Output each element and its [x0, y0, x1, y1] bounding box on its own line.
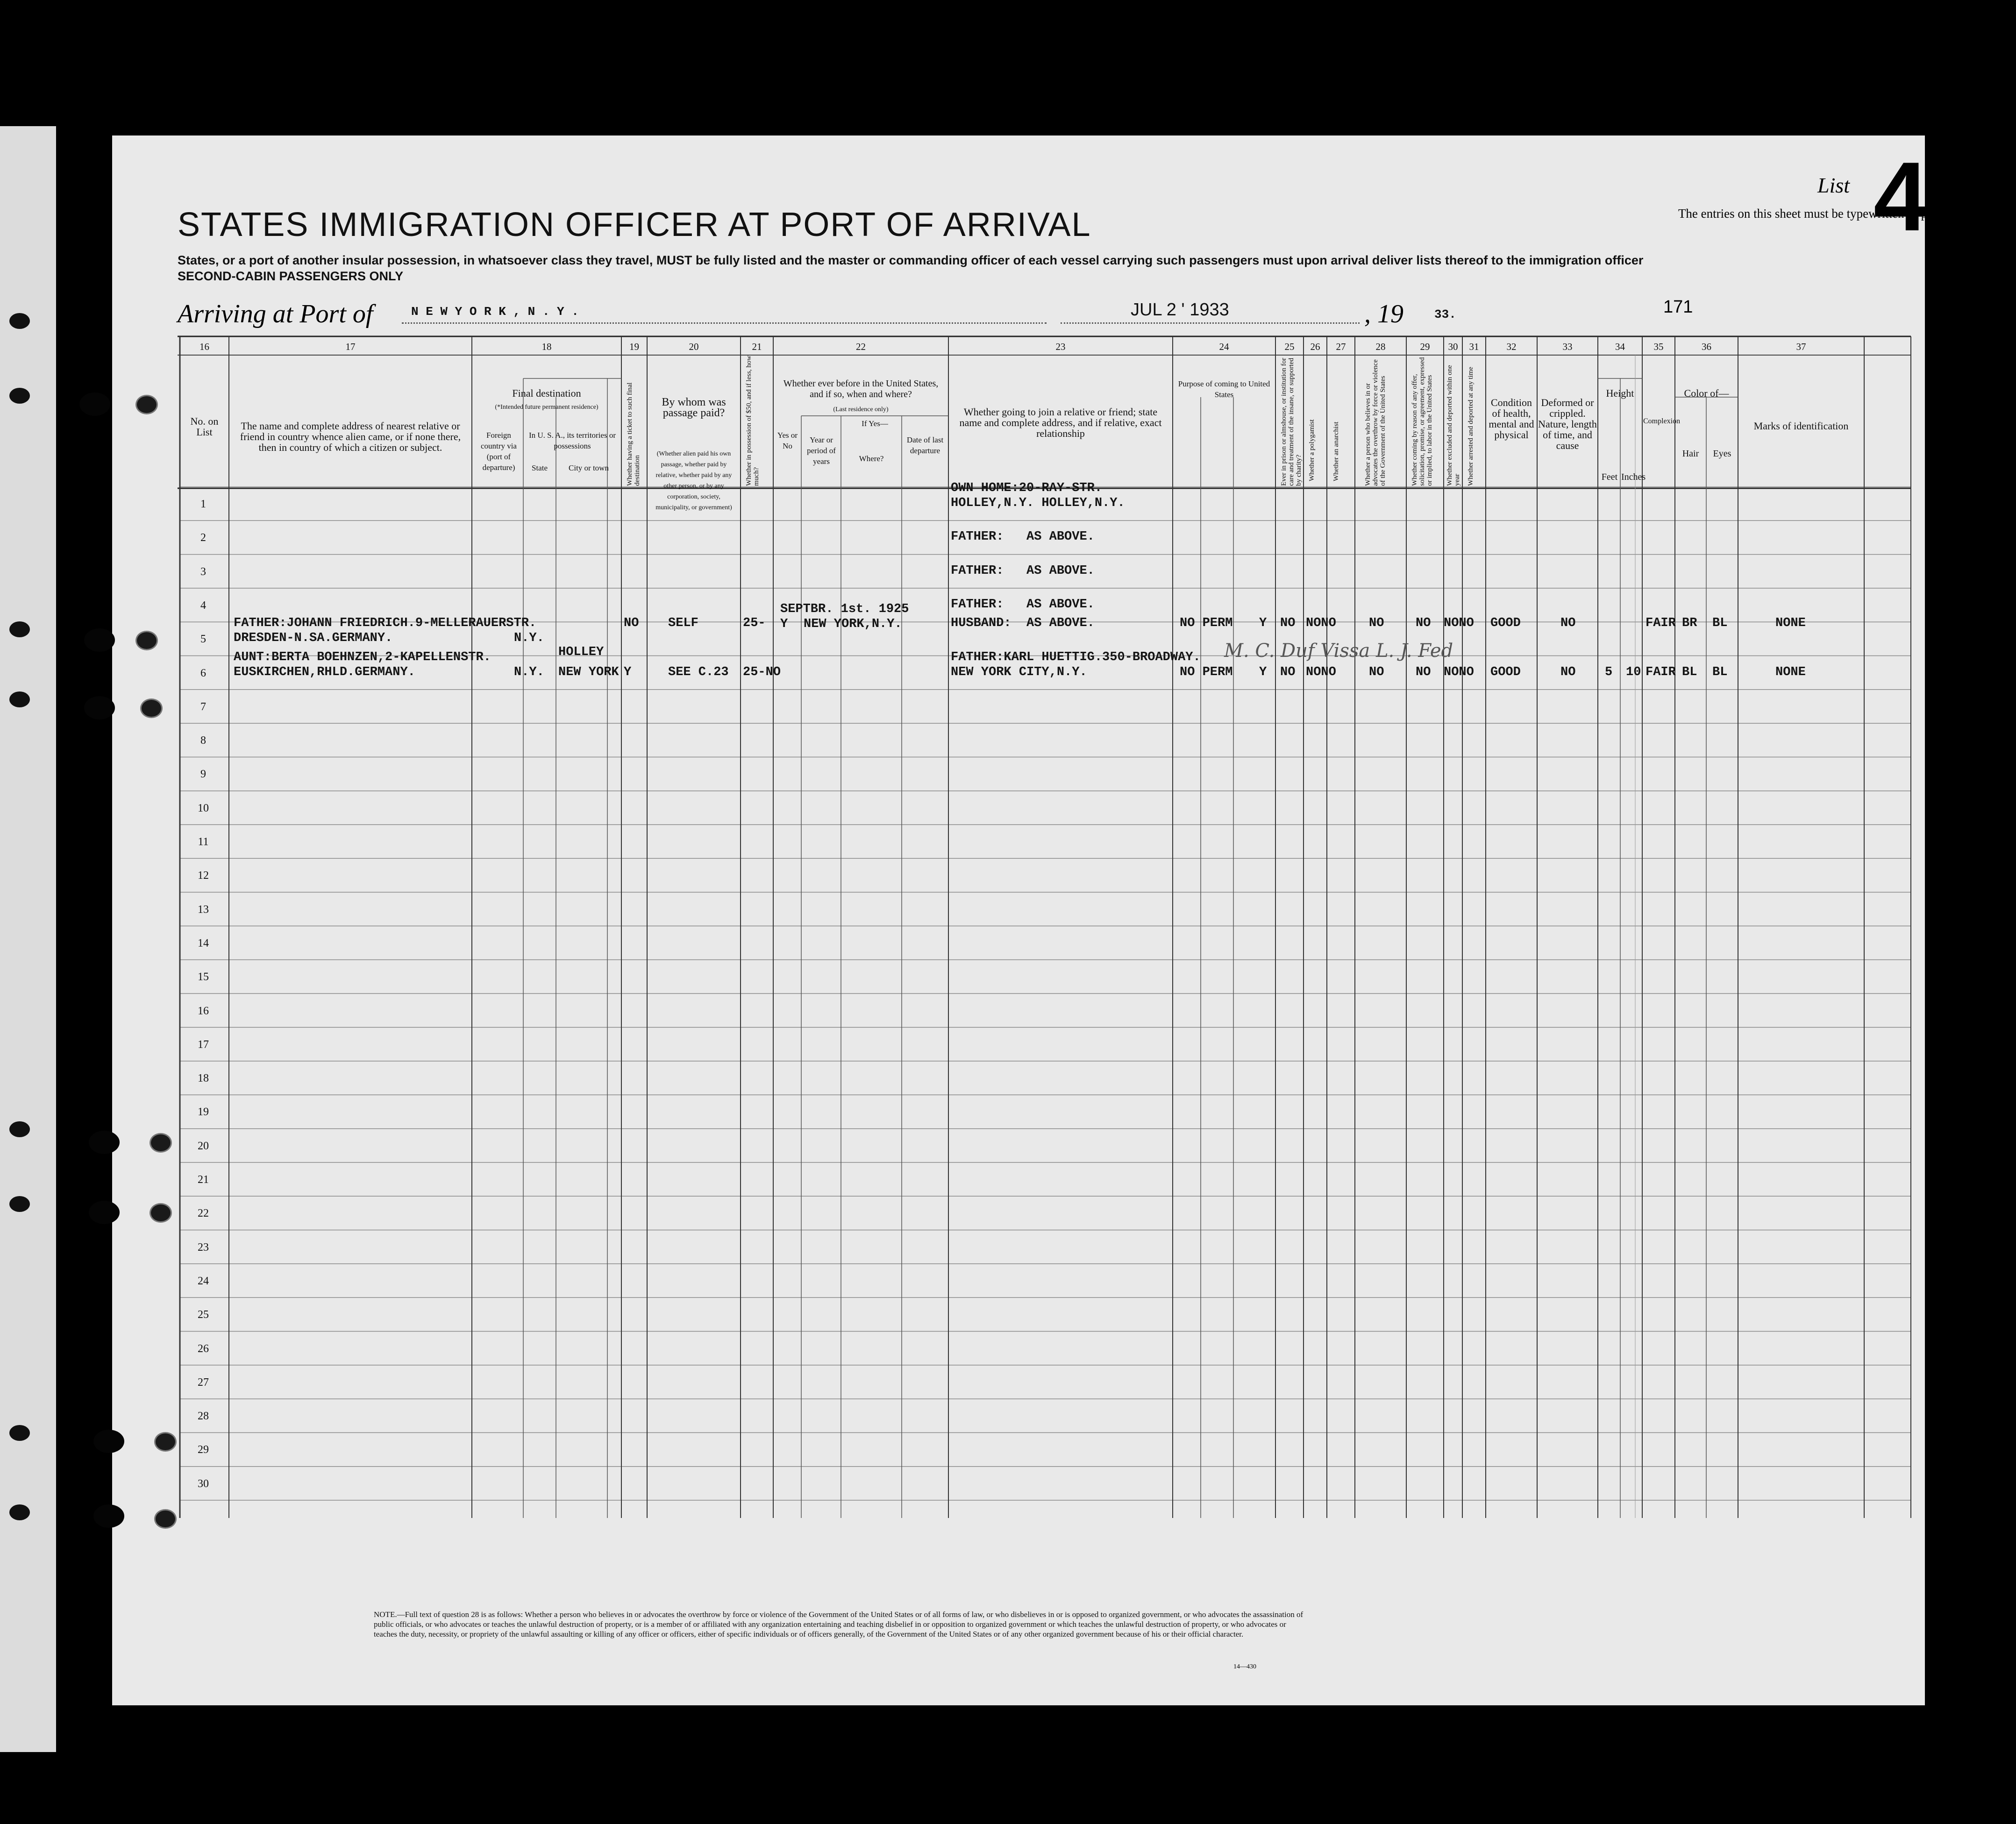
column-number-19: 19: [629, 341, 639, 352]
cell-health: GOOD: [1490, 616, 1521, 631]
row-number: 15: [198, 971, 209, 983]
cell-joining: HUSBAND: AS ABOVE.: [951, 616, 1095, 631]
cell-excluded-arrested: NONO: [1444, 665, 1474, 679]
header-ticket: Whether having a ticket to such final destination: [626, 382, 641, 486]
binder-hole: [154, 1509, 177, 1529]
header-height: Height: [1606, 387, 1634, 399]
row-number: 29: [198, 1444, 209, 1456]
header-where: Where?: [859, 454, 884, 463]
row-number: 11: [198, 836, 209, 848]
header-marks: Marks of identification: [1753, 420, 1849, 432]
cell-prior-date: SEPTBR. 1st. 1925: [780, 602, 909, 617]
header-passage-paid: By whom was passage paid?: [662, 396, 726, 419]
manifest-table-grid: [112, 135, 1925, 1705]
cell-height-feet: 5: [1605, 665, 1613, 679]
header-overthrow: Whether a person who believes in or advocates the overthrow by force or violence of the Government of the United States: [1364, 359, 1387, 486]
header-yes-or-no: Yes or No: [777, 431, 798, 450]
binder-hole: [89, 1201, 120, 1224]
cell-passage-paid: SELF: [668, 616, 698, 631]
row-number: 16: [198, 1005, 209, 1017]
binder-hole: [79, 392, 110, 416]
cell-overthrow: NO: [1369, 665, 1384, 679]
column-number-18: 18: [541, 341, 552, 352]
cell-health: GOOD: [1490, 665, 1521, 679]
header-purpose: Purpose of coming to United States: [1178, 379, 1270, 399]
cell-relative-address: DRESDEN-N.SA.GERMANY.: [234, 631, 393, 646]
header-last-residence: (Last residence only): [833, 406, 889, 413]
header-deformed: Deformed or crippled. Nature, length of time, and cause: [1538, 397, 1597, 451]
cell-prison: NO: [1280, 616, 1296, 631]
row-number: 12: [198, 869, 209, 882]
cell-marks: NONE: [1775, 616, 1806, 631]
punch-hole: [9, 388, 30, 404]
header-labor-offer: Whether coming by reason of any offer, solicitation, promise, or agreement, expressed or implied, to labor in the United States: [1411, 357, 1433, 486]
binder-hole: [150, 1133, 172, 1153]
column-number-31: 31: [1469, 341, 1479, 352]
column-number-21: 21: [752, 341, 762, 352]
page-number: 171: [1663, 297, 1693, 317]
header-ever-before: Whether ever before in the United States, and if so, when and where?: [783, 378, 939, 399]
page-title: STATES IMMIGRATION OFFICER AT PORT OF ARRIVAL: [178, 206, 1091, 243]
header-city: City or town: [569, 463, 609, 472]
column-number-26: 26: [1310, 341, 1320, 352]
cell-ticket: NO: [624, 616, 639, 631]
cell-money: 25-: [743, 616, 766, 631]
row-number: 14: [198, 937, 209, 949]
row-number: 26: [198, 1342, 209, 1355]
cell-hair: BR: [1682, 616, 1697, 631]
column-number-29: 29: [1420, 341, 1430, 352]
punch-hole: [9, 691, 30, 707]
cell-joining: FATHER: AS ABOVE.: [951, 597, 1095, 612]
row-number: 13: [198, 903, 209, 916]
row-number: 5: [200, 633, 206, 646]
header-inches: Inches: [1621, 472, 1646, 482]
row-number: 30: [198, 1477, 209, 1490]
cell-labor: NO: [1416, 616, 1431, 631]
binder-hole: [154, 1432, 177, 1452]
arrival-date-stamp: JUL 2 ' 1933: [1131, 300, 1229, 320]
cell-passage-paid: SEE C.23: [668, 665, 729, 679]
header-in-usa: In U. S. A., its territories or possessions: [528, 431, 616, 450]
handwritten-annotation: M. C. Duf Vissa L. J. Fed: [1224, 640, 1453, 662]
header-color-of: Color of—: [1684, 387, 1729, 399]
cell-prior-where: NEW YORK,N.Y.: [804, 617, 902, 632]
year-suffix: 33.: [1434, 307, 1456, 321]
cell-height-inches: 10: [1626, 665, 1641, 679]
footer-note: NOTE.—Full text of question 28 is as follows: Whether a person who believes in or advocates the overthrow by force or violence of the Government of the United States or of all forms of law, or who disbelieves in or is opposed to organized government, or who advocates the assassination of public officials, or who advocates or teaches the unlawful destruction of property, or is a member of or affiliated with any organization entertaining and teaching disbelief in or opposition to organized government or which teaches the unlawful destruction of property, or who advocates or teaches the duty, necessity, or propriety of the unlawful assaulting or killing of any officer or officers, either of specific individuals or of officers generally, of the Government of the United States or of any other organized government because of his or their official character.: [374, 1610, 1304, 1639]
row-number: 22: [198, 1207, 209, 1220]
cell-joining-name: FATHER:KARL HUETTIG.350-BROADWAY.: [951, 650, 1201, 664]
cell-dest-state: N.Y.: [514, 665, 544, 679]
cell-relative-name: AUNT:BERTA BOEHNZEN,2-KAPELLENSTR.: [234, 650, 491, 664]
cell-poly-anarch: NONO: [1306, 665, 1336, 679]
cell-eyes: BL: [1712, 616, 1728, 631]
cell-poly-anarch: NONO: [1306, 616, 1336, 631]
cell-eyes: BL: [1712, 665, 1728, 679]
header-state: State: [532, 463, 548, 472]
binder-hole: [135, 395, 158, 414]
header-anarchist: Whether an anarchist: [1332, 421, 1340, 481]
row-number: 3: [200, 565, 206, 578]
cell-overthrow: NO: [1369, 616, 1384, 631]
row-number: 23: [198, 1241, 209, 1254]
column-number-32: 32: [1506, 341, 1517, 352]
column-number-23: 23: [1055, 341, 1066, 352]
header-fifty-dollars: Whether in possession of $50, and if less, how much?: [745, 355, 760, 486]
column-number-27: 27: [1336, 341, 1346, 352]
entries-note: The entries on this sheet must be typewritten or printed: [1678, 207, 1957, 221]
cell-purpose: NO PERM: [1180, 665, 1233, 679]
cell-joining-name: OWN HOME:20-RAY-STR.: [951, 481, 1103, 495]
column-number-34: 34: [1615, 341, 1625, 352]
cell-joining: HOLLEY,N.Y. HOLLEY,N.Y.: [951, 496, 1125, 510]
cell-money: 25-NO: [743, 665, 781, 679]
column-number-25: 25: [1284, 341, 1295, 352]
list-number: 4: [1874, 142, 1928, 251]
row-number: 4: [200, 599, 206, 612]
cell-excluded-arrested: NONO: [1444, 616, 1474, 631]
cell-labor: NO: [1416, 665, 1431, 679]
column-number-16: 16: [199, 341, 209, 352]
cell-relative-address: EUSKIRCHEN,RHLD.GERMANY.: [234, 665, 415, 679]
row-number: 24: [198, 1275, 209, 1287]
header-feet: Feet: [1601, 472, 1618, 482]
binder-hole: [89, 1131, 120, 1154]
punch-hole: [9, 1425, 30, 1441]
row-number: 2: [200, 532, 206, 544]
form-number: 14—430: [1233, 1663, 1256, 1670]
header-nearest-relative: The name and complete address of nearest relative or friend in country whence alien came, or if none there, then in country of which a citizen or subject.: [240, 420, 461, 453]
header-polygamist: Whether a polygamist: [1308, 419, 1316, 481]
column-number-35: 35: [1653, 341, 1664, 352]
cell-purpose-perm: Y: [1259, 665, 1267, 679]
row-number: 21: [198, 1174, 209, 1186]
column-number-24: 24: [1219, 341, 1229, 352]
cell-joining: FATHER: AS ABOVE.: [951, 563, 1095, 578]
header-health: Condition of health, mental and physical: [1489, 397, 1534, 441]
cell-hair: BL: [1682, 665, 1697, 679]
punch-hole: [9, 1121, 30, 1137]
header-joining-relative: Whether going to join a relative or friend; state name and complete address, and if relative, exact relationship: [959, 406, 1162, 439]
subtitle-class-line: SECOND-CABIN PASSENGERS ONLY: [178, 269, 404, 283]
row-number: 6: [200, 667, 206, 679]
binder-hole: [135, 631, 158, 650]
cell-joining: NEW YORK CITY,N.Y.: [951, 665, 1087, 679]
cell-joining: FATHER: AS ABOVE.: [951, 530, 1095, 544]
cell-deformed: NO: [1560, 616, 1576, 631]
cell-relative-name: FATHER:JOHANN FRIEDRICH.9-MELLERAUERSTR.: [234, 616, 537, 631]
cell-complexion: FAIR: [1646, 665, 1676, 679]
header-hair: Hair: [1682, 449, 1699, 459]
row-number: 1: [200, 498, 206, 510]
cell-dest-city: NEW YORK: [558, 665, 619, 679]
binder-hole: [140, 698, 163, 718]
row-number: 25: [198, 1309, 209, 1321]
row-number: 8: [200, 734, 206, 747]
row-number: 18: [198, 1072, 209, 1085]
row-number: 7: [200, 700, 206, 713]
cell-ticket: Y: [624, 665, 632, 679]
cell-dest-city: HOLLEY: [558, 645, 604, 660]
header-excluded: Whether excluded and deported within one year: [1446, 365, 1461, 486]
binder-hole: [84, 696, 115, 720]
column-number-20: 20: [689, 341, 699, 352]
header-prison: Ever in prison or almshouse, or institution for care and treatment of the insane, or supported by charity?: [1280, 357, 1303, 486]
cell-complexion: FAIR: [1646, 616, 1676, 631]
cell-marks: NONE: [1775, 665, 1806, 679]
cell-purpose: NO PERM: [1180, 616, 1233, 631]
header-final-destination-note: (*Intended future permanent residence): [495, 404, 598, 411]
column-number-33: 33: [1562, 341, 1573, 352]
binder-hole: [93, 1504, 124, 1528]
row-number: 9: [200, 768, 206, 781]
subtitle-line: States, or a port of another insular possession, in whatsoever class they travel, MUST be fully listed and the master or commanding officer of each vessel carrying such passengers must upon arrival deliver lists thereof to the immigration officer: [178, 253, 1644, 267]
header-foreign-country: Foreign country via (port of departure): [481, 431, 517, 472]
header-complexion: Complexion: [1643, 417, 1681, 425]
port-name: N E W Y O R K , N . Y .: [411, 305, 579, 319]
punch-hole: [9, 1196, 30, 1212]
list-caption: List: [1817, 173, 1850, 197]
header-arrested: Whether arrested and deported at any time: [1467, 367, 1475, 486]
column-number-22: 22: [856, 341, 866, 352]
header-date-last-departure: Date of last departure: [906, 435, 944, 455]
column-number-37: 37: [1796, 341, 1806, 352]
manifest-sheet: [112, 135, 1957, 1705]
binder-hole: [93, 1430, 124, 1453]
year-prefix: , 19: [1364, 299, 1403, 328]
header-passage-paid-note: (Whether alien paid his own passage, whether paid by relative, whether paid by any other person, or by any corporation, society, municipality, or government): [655, 450, 732, 511]
binder-hole: [150, 1203, 172, 1223]
column-number-30: 30: [1448, 341, 1458, 352]
punch-hole: [9, 313, 30, 329]
header-final-destination: Final destination: [512, 387, 581, 399]
header-no-on-list: No. on List: [190, 415, 219, 438]
column-number-17: 17: [345, 341, 356, 352]
row-number: 19: [198, 1106, 209, 1119]
header-year-period: Year or period of years: [807, 435, 836, 466]
header-eyes: Eyes: [1713, 449, 1731, 459]
arriving-label: Arriving at Port of: [178, 299, 373, 328]
column-number-36: 36: [1702, 341, 1711, 352]
row-number: 27: [198, 1376, 209, 1389]
punch-hole: [9, 621, 30, 637]
row-number: 20: [198, 1140, 209, 1152]
row-number: 17: [198, 1038, 209, 1051]
cell-prison: NO: [1280, 665, 1296, 679]
row-number: 28: [198, 1410, 209, 1423]
punch-hole: [9, 1504, 30, 1520]
header-if-yes: If Yes—: [862, 419, 888, 428]
column-number-28: 28: [1375, 341, 1386, 352]
cell-purpose-perm: Y: [1259, 616, 1267, 631]
cell-deformed: NO: [1560, 665, 1576, 679]
cell-dest-state: N.Y.: [514, 631, 544, 646]
cell-ever-before: Y: [780, 617, 788, 632]
binder-hole: [84, 628, 115, 652]
row-number: 10: [198, 802, 209, 814]
